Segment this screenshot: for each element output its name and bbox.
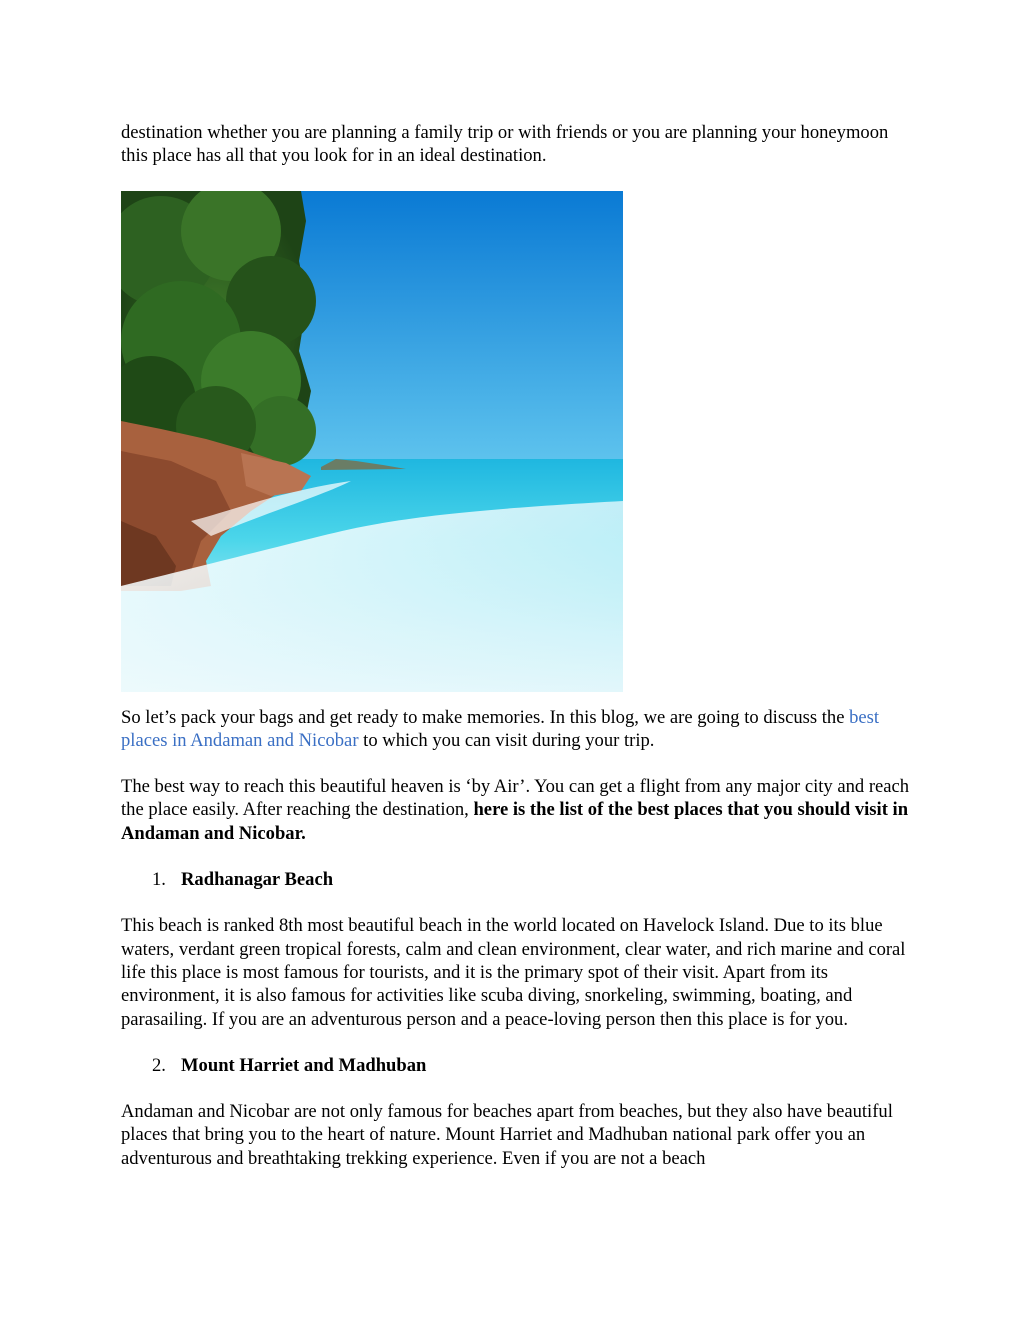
list-number: 1. (152, 869, 166, 891)
intro-paragraph: destination whether you are planning a family trip or with friends or you are planning your honeymoon this place has all that you look for in an ideal destination. (121, 122, 889, 167)
beach-photo (121, 191, 623, 692)
list-item-1 (121, 868, 911, 891)
para2-bold-text: here is the list of the best places that you should visit in Andaman and Nicobar. (121, 799, 909, 844)
intro-blog-paragraph (121, 706, 911, 753)
travel-paragraph (121, 775, 911, 845)
document-page (121, 121, 911, 1170)
para1-text-after: to which you can visit during your trip. (358, 729, 655, 751)
list-number: 2. (152, 1054, 166, 1076)
list-item-2 (121, 1054, 911, 1077)
list-title: Radhanagar Beach (181, 869, 334, 891)
list-title: Mount Harriet and Madhuban (181, 1054, 427, 1076)
item-1-body: This beach is ranked 8th most beautiful beach in the world located on Havelock Island. Due to its blue waters, verdant green tropical forests, calm and clean environment, clear water, and rich marine and coral life this place is most famous for tourists, and it is the primary spot of their visit. Apart from its environment, it is also famous for activities like scuba diving, snorkeling, swimming, boating, and parasailing. If you are an adventurous person and a peace-loving person then this place is for you. (121, 915, 906, 1030)
best-places-link[interactable]: best places in Andaman and Nicobar (121, 706, 880, 751)
item-2-body: Andaman and Nicobar are not only famous for beaches apart from beaches, but they also have beautiful places that bring you to the heart of nature. Mount Harriet and Madhuban national park offer you an adventurous and breathtaking trekking experience. Even if you are not a beach (121, 1101, 893, 1169)
para2-text: The best way to reach this beautiful heaven is ‘by Air’. You can get a flight from any major city and reach the place easily. After reaching the destination, (121, 776, 910, 821)
para1-text-before: So let’s pack your bags and get ready to make memories. In this blog, we are going to discuss the (121, 706, 850, 728)
